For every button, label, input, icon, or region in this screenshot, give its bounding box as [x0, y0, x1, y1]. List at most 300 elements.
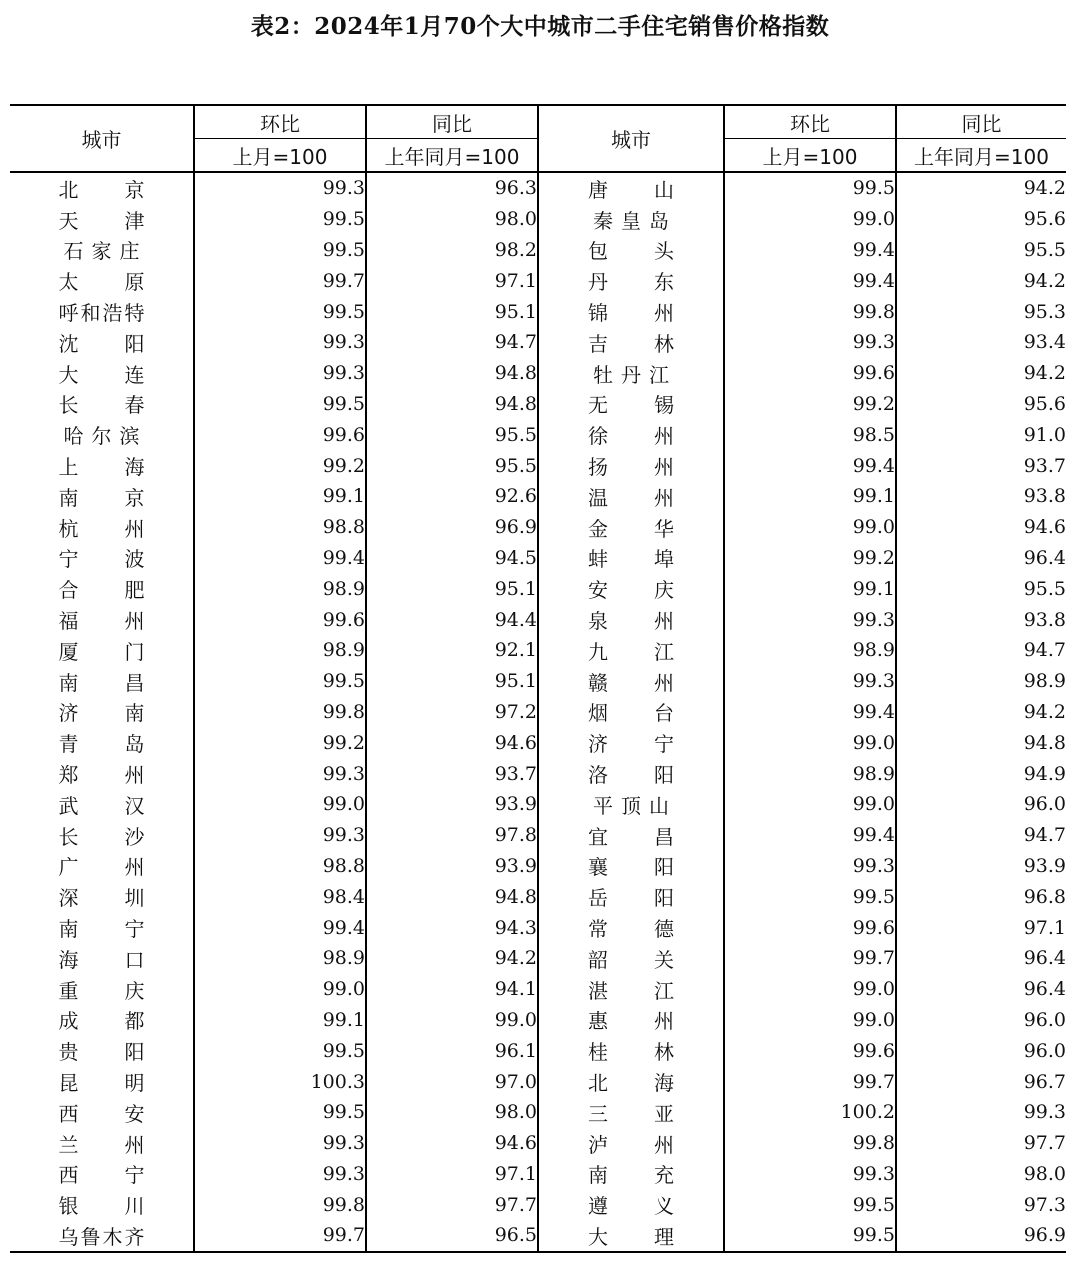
yoy-index-right: 96.0 [896, 1035, 1066, 1066]
city-name-left [10, 204, 194, 235]
city-name-text: 济 宁 [588, 732, 674, 757]
yoy-index-left: 97.8 [366, 820, 538, 851]
city-name-text: 北 京 [58, 177, 145, 202]
table-row [10, 604, 1066, 635]
city-name-right [538, 1189, 724, 1220]
table-row [10, 697, 1066, 728]
city-name-text: 宜 昌 [588, 824, 674, 849]
yoy-index-right: 93.8 [896, 481, 1066, 512]
city-name-left [10, 758, 194, 789]
mom-index-right: 99.6 [724, 912, 896, 943]
mom-index-left: 98.8 [194, 851, 366, 882]
city-name-text: 杭 州 [58, 516, 145, 541]
table-row [10, 851, 1066, 882]
yoy-index-left: 94.8 [366, 881, 538, 912]
yoy-index-left: 94.8 [366, 389, 538, 420]
city-name-text: 青 岛 [58, 732, 145, 757]
yoy-index-right: 93.4 [896, 327, 1066, 358]
mom-index-left: 99.3 [194, 358, 366, 389]
yoy-index-left: 97.0 [366, 1066, 538, 1097]
city-name-text: 长 春 [58, 393, 145, 418]
table-row [10, 789, 1066, 820]
city-name-text: 南 充 [588, 1163, 674, 1188]
city-name-text: 泉 州 [588, 609, 674, 634]
yoy-index-right: 96.4 [896, 943, 1066, 974]
city-name-text: 徐 州 [588, 424, 674, 449]
yoy-index-left: 97.1 [366, 265, 538, 296]
yoy-index-right: 96.0 [896, 789, 1066, 820]
mom-index-left: 99.3 [194, 1128, 366, 1159]
city-name-left [10, 604, 194, 635]
city-name-right [538, 697, 724, 728]
yoy-index-left: 95.1 [366, 296, 538, 327]
city-name-text: 贵 阳 [58, 1040, 145, 1065]
yoy-index-left: 96.3 [366, 172, 538, 204]
yoy-index-right: 91.0 [896, 419, 1066, 450]
table-row [10, 358, 1066, 389]
table-row [10, 820, 1066, 851]
yoy-index-left: 94.8 [366, 358, 538, 389]
mom-index-right: 99.5 [724, 172, 896, 204]
yoy-index-right: 93.7 [896, 450, 1066, 481]
mom-index-right: 99.4 [724, 450, 896, 481]
table-row [10, 512, 1066, 543]
city-name-text: 温 州 [588, 485, 674, 510]
mom-index-left: 99.5 [194, 1097, 366, 1128]
city-name-text: 合 肥 [58, 578, 145, 603]
mom-index-left: 99.5 [194, 666, 366, 697]
city-name-left [10, 1128, 194, 1159]
yoy-index-left: 92.1 [366, 635, 538, 666]
city-name-text: 西 宁 [58, 1163, 145, 1188]
city-name-left [10, 389, 194, 420]
city-name-right [538, 604, 724, 635]
mom-index-right: 99.5 [724, 881, 896, 912]
table-row [10, 635, 1066, 666]
yoy-index-right: 93.8 [896, 604, 1066, 635]
mom-index-right: 99.0 [724, 204, 896, 235]
yoy-index-left: 97.2 [366, 697, 538, 728]
city-name-text: 成 都 [58, 1009, 145, 1034]
mom-index-right: 99.6 [724, 1035, 896, 1066]
table-row [10, 1005, 1066, 1036]
city-name-text: 武 汉 [58, 793, 145, 818]
city-name-text: 遵 义 [588, 1194, 674, 1219]
city-name-left [10, 1097, 194, 1128]
city-name-right [538, 727, 724, 758]
city-name-text: 南 昌 [58, 670, 145, 695]
mom-index-left: 100.3 [194, 1066, 366, 1097]
table-row [10, 1189, 1066, 1220]
city-name-right [538, 666, 724, 697]
table-row [10, 265, 1066, 296]
yoy-index-right: 97.7 [896, 1128, 1066, 1159]
table-body [10, 172, 1066, 1252]
yoy-index-left: 97.7 [366, 1189, 538, 1220]
mom-index-left: 99.5 [194, 1035, 366, 1066]
city-name-right [538, 389, 724, 420]
city-name-left [10, 789, 194, 820]
mom-header-left: 环比 [194, 105, 366, 139]
mom-index-right: 99.0 [724, 974, 896, 1005]
city-name-right [538, 1097, 724, 1128]
yoy-index-right: 96.7 [896, 1066, 1066, 1097]
mom-index-right: 99.4 [724, 820, 896, 851]
mom-index-left: 99.3 [194, 172, 366, 204]
yoy-base-left: 上年同月=100 [366, 139, 538, 173]
yoy-base-right: 上年同月=100 [896, 139, 1066, 173]
yoy-index-left: 98.2 [366, 235, 538, 266]
city-name-text: 南 宁 [58, 917, 145, 942]
city-name-text: 银 川 [58, 1194, 145, 1219]
mom-index-right: 98.9 [724, 635, 896, 666]
mom-index-right: 99.8 [724, 1128, 896, 1159]
city-name-right [538, 820, 724, 851]
yoy-index-right: 94.2 [896, 697, 1066, 728]
yoy-index-right: 96.4 [896, 974, 1066, 1005]
table-row [10, 727, 1066, 758]
yoy-index-right: 99.3 [896, 1097, 1066, 1128]
city-name-right [538, 419, 724, 450]
city-name-text: 福 州 [58, 609, 145, 634]
city-name-text: 安 庆 [588, 578, 674, 603]
table-row [10, 1128, 1066, 1159]
table-row [10, 450, 1066, 481]
yoy-index-left: 93.9 [366, 851, 538, 882]
city-name-left [10, 265, 194, 296]
mom-index-right: 99.0 [724, 512, 896, 543]
city-name-right [538, 974, 724, 1005]
mom-index-left: 99.5 [194, 389, 366, 420]
mom-index-right: 99.0 [724, 727, 896, 758]
yoy-index-left: 99.0 [366, 1005, 538, 1036]
yoy-index-right: 95.6 [896, 389, 1066, 420]
yoy-index-left: 94.6 [366, 727, 538, 758]
mom-index-right: 99.4 [724, 265, 896, 296]
mom-index-left: 99.7 [194, 1220, 366, 1252]
yoy-index-right: 97.1 [896, 912, 1066, 943]
city-name-right [538, 358, 724, 389]
table-row [10, 912, 1066, 943]
yoy-index-left: 94.2 [366, 943, 538, 974]
city-name-text: 石 家 庄 [63, 239, 140, 264]
mom-index-left: 99.6 [194, 604, 366, 635]
city-name-text: 岳 阳 [588, 886, 674, 911]
city-name-text: 哈 尔 滨 [63, 424, 140, 449]
mom-index-right: 100.2 [724, 1097, 896, 1128]
city-name-left [10, 235, 194, 266]
city-name-text: 天 津 [58, 208, 145, 233]
mom-index-right: 99.2 [724, 543, 896, 574]
yoy-header-right: 同比 [896, 105, 1066, 139]
city-name-text: 上 海 [58, 455, 145, 480]
city-name-right [538, 1159, 724, 1190]
yoy-index-right: 96.8 [896, 881, 1066, 912]
yoy-index-right: 97.3 [896, 1189, 1066, 1220]
table-title: 表2：2024年1月70个大中城市二手住宅销售价格指数 [250, 13, 830, 40]
yoy-index-left: 94.3 [366, 912, 538, 943]
city-name-right [538, 1066, 724, 1097]
city-name-left [10, 697, 194, 728]
mom-index-right: 99.1 [724, 573, 896, 604]
city-name-text: 襄 阳 [588, 855, 674, 880]
city-name-right [538, 1220, 724, 1252]
mom-index-right: 99.5 [724, 1220, 896, 1252]
mom-index-right: 99.6 [724, 358, 896, 389]
city-name-text: 长 沙 [58, 824, 145, 849]
city-name-text: 大 理 [588, 1224, 674, 1249]
city-name-left [10, 172, 194, 204]
yoy-index-right: 96.0 [896, 1005, 1066, 1036]
mom-index-left: 99.2 [194, 727, 366, 758]
city-name-right [538, 172, 724, 204]
mom-index-left: 99.5 [194, 204, 366, 235]
table-row [10, 481, 1066, 512]
mom-index-right: 99.1 [724, 481, 896, 512]
mom-index-right: 99.4 [724, 235, 896, 266]
yoy-index-left: 98.0 [366, 1097, 538, 1128]
mom-index-left: 99.3 [194, 327, 366, 358]
city-name-text: 扬 州 [588, 455, 674, 480]
mom-index-left: 98.9 [194, 943, 366, 974]
city-name-text: 洛 阳 [588, 763, 674, 788]
yoy-index-left: 96.9 [366, 512, 538, 543]
mom-index-right: 98.9 [724, 758, 896, 789]
table-header [10, 105, 1066, 172]
city-name-text: 桂 林 [588, 1040, 674, 1065]
city-name-left [10, 543, 194, 574]
yoy-index-left: 94.1 [366, 974, 538, 1005]
city-name-left [10, 573, 194, 604]
city-name-left [10, 974, 194, 1005]
city-name-right [538, 1128, 724, 1159]
city-name-right [538, 789, 724, 820]
mom-index-left: 99.1 [194, 481, 366, 512]
table-row [10, 1066, 1066, 1097]
yoy-index-left: 95.1 [366, 573, 538, 604]
city-name-text: 重 庆 [58, 978, 145, 1003]
city-name-left [10, 296, 194, 327]
mom-index-left: 99.0 [194, 974, 366, 1005]
yoy-index-right: 98.9 [896, 666, 1066, 697]
city-name-left [10, 820, 194, 851]
city-name-left [10, 912, 194, 943]
city-name-text: 韶 关 [588, 947, 674, 972]
yoy-index-left: 95.5 [366, 419, 538, 450]
table-row [10, 389, 1066, 420]
mom-index-left: 99.8 [194, 1189, 366, 1220]
table-row [10, 296, 1066, 327]
mom-index-left: 99.2 [194, 450, 366, 481]
yoy-header-left: 同比 [366, 105, 538, 139]
city-name-left [10, 481, 194, 512]
mom-index-left: 99.6 [194, 419, 366, 450]
yoy-index-left: 98.0 [366, 204, 538, 235]
yoy-index-right: 98.0 [896, 1159, 1066, 1190]
city-name-text: 牡 丹 江 [593, 362, 669, 387]
mom-index-right: 99.7 [724, 943, 896, 974]
city-name-text: 深 圳 [58, 886, 145, 911]
city-name-right [538, 758, 724, 789]
city-name-right [538, 481, 724, 512]
city-name-text: 昆 明 [58, 1071, 145, 1095]
table-row [10, 943, 1066, 974]
city-name-text: 乌 鲁 木 齐 [58, 1224, 145, 1249]
city-name-right [538, 1035, 724, 1066]
mom-index-left: 99.8 [194, 697, 366, 728]
yoy-index-left: 96.1 [366, 1035, 538, 1066]
table-row [10, 543, 1066, 574]
table-row [10, 1035, 1066, 1066]
mom-header-right: 环比 [724, 105, 896, 139]
mom-index-right: 99.3 [724, 851, 896, 882]
table-row [10, 172, 1066, 204]
yoy-index-left: 94.6 [366, 1128, 538, 1159]
price-index-table [10, 104, 1066, 1253]
city-name-text: 沈 阳 [58, 331, 145, 356]
yoy-index-right: 96.4 [896, 543, 1066, 574]
table-row [10, 1097, 1066, 1128]
yoy-index-right: 94.6 [896, 512, 1066, 543]
mom-index-left: 98.9 [194, 635, 366, 666]
city-name-text: 锦 州 [588, 301, 674, 326]
city-name-text: 赣 州 [588, 670, 674, 695]
mom-index-right: 99.0 [724, 1005, 896, 1036]
city-name-text: 济 南 [58, 701, 145, 726]
city-header-right: 城市 [538, 105, 724, 172]
city-name-left [10, 1005, 194, 1036]
yoy-index-left: 97.1 [366, 1159, 538, 1190]
yoy-index-right: 94.9 [896, 758, 1066, 789]
city-name-text: 无 锡 [588, 393, 674, 418]
city-name-text: 常 德 [588, 917, 674, 942]
table-row [10, 1220, 1066, 1252]
table-row [10, 235, 1066, 266]
city-name-left [10, 512, 194, 543]
city-name-right [538, 327, 724, 358]
yoy-index-right: 94.7 [896, 820, 1066, 851]
mom-index-left: 99.1 [194, 1005, 366, 1036]
yoy-index-right: 95.6 [896, 204, 1066, 235]
table-row [10, 758, 1066, 789]
city-name-right [538, 943, 724, 974]
city-name-text: 吉 林 [588, 331, 674, 356]
city-name-right [538, 512, 724, 543]
city-header-left: 城市 [10, 105, 194, 172]
table-row [10, 881, 1066, 912]
city-name-right [538, 912, 724, 943]
city-name-right [538, 851, 724, 882]
city-name-text: 郑 州 [58, 763, 145, 788]
city-name-text: 秦 皇 岛 [593, 208, 669, 233]
city-name-text: 金 华 [588, 516, 674, 541]
city-name-text: 惠 州 [588, 1009, 674, 1034]
city-name-text: 广 州 [58, 855, 145, 880]
city-name-left [10, 881, 194, 912]
city-name-left [10, 851, 194, 882]
yoy-index-right: 94.7 [896, 635, 1066, 666]
yoy-index-right: 95.3 [896, 296, 1066, 327]
city-name-left [10, 1035, 194, 1066]
yoy-index-left: 94.4 [366, 604, 538, 635]
mom-index-right: 99.0 [724, 789, 896, 820]
mom-base-right: 上月=100 [724, 139, 896, 173]
yoy-index-left: 95.5 [366, 450, 538, 481]
city-name-text: 包 头 [588, 239, 674, 264]
city-name-left [10, 1159, 194, 1190]
table-row [10, 327, 1066, 358]
city-name-text: 北 海 [588, 1071, 674, 1095]
yoy-index-right: 94.8 [896, 727, 1066, 758]
city-name-right [538, 235, 724, 266]
city-name-right [538, 296, 724, 327]
yoy-index-right: 94.2 [896, 265, 1066, 296]
yoy-index-left: 92.6 [366, 481, 538, 512]
city-name-text: 蚌 埠 [588, 547, 674, 572]
mom-index-right: 99.3 [724, 1159, 896, 1190]
city-name-right [538, 543, 724, 574]
mom-index-right: 99.3 [724, 604, 896, 635]
city-name-text: 丹 东 [588, 270, 674, 295]
mom-index-left: 99.4 [194, 912, 366, 943]
city-name-text: 海 口 [58, 947, 145, 972]
mom-index-right: 99.3 [724, 666, 896, 697]
mom-index-left: 99.5 [194, 235, 366, 266]
mom-index-left: 99.3 [194, 820, 366, 851]
city-name-left [10, 727, 194, 758]
table-row [10, 1159, 1066, 1190]
yoy-index-left: 94.7 [366, 327, 538, 358]
city-name-text: 太 原 [58, 270, 145, 295]
city-name-text: 呼 和 浩 特 [58, 301, 145, 326]
city-name-left [10, 943, 194, 974]
table-row [10, 974, 1066, 1005]
city-name-right [538, 573, 724, 604]
mom-index-left: 98.9 [194, 573, 366, 604]
city-name-text: 宁 波 [58, 547, 145, 572]
city-name-right [538, 1005, 724, 1036]
city-name-text: 平 顶 山 [593, 793, 669, 818]
mom-index-left: 99.7 [194, 265, 366, 296]
city-name-right [538, 881, 724, 912]
mom-index-right: 99.3 [724, 327, 896, 358]
yoy-index-right: 94.2 [896, 358, 1066, 389]
mom-index-left: 99.4 [194, 543, 366, 574]
yoy-index-right: 95.5 [896, 573, 1066, 604]
city-name-text: 南 京 [58, 485, 145, 510]
city-name-text: 西 安 [58, 1101, 145, 1126]
city-name-text: 泸 州 [588, 1132, 674, 1157]
city-name-right [538, 635, 724, 666]
yoy-index-left: 93.7 [366, 758, 538, 789]
mom-index-right: 99.7 [724, 1066, 896, 1097]
yoy-index-left: 96.5 [366, 1220, 538, 1252]
city-name-right [538, 450, 724, 481]
mom-index-right: 99.2 [724, 389, 896, 420]
mom-base-left: 上月=100 [194, 139, 366, 173]
city-name-left [10, 419, 194, 450]
mom-index-left: 98.4 [194, 881, 366, 912]
mom-index-left: 98.8 [194, 512, 366, 543]
city-name-text: 湛 江 [588, 978, 674, 1003]
city-name-left [10, 327, 194, 358]
city-name-left [10, 1189, 194, 1220]
city-name-text: 三 亚 [588, 1101, 674, 1126]
table-row [10, 419, 1066, 450]
mom-index-left: 99.3 [194, 1159, 366, 1190]
mom-index-left: 99.3 [194, 758, 366, 789]
city-name-left [10, 1220, 194, 1252]
